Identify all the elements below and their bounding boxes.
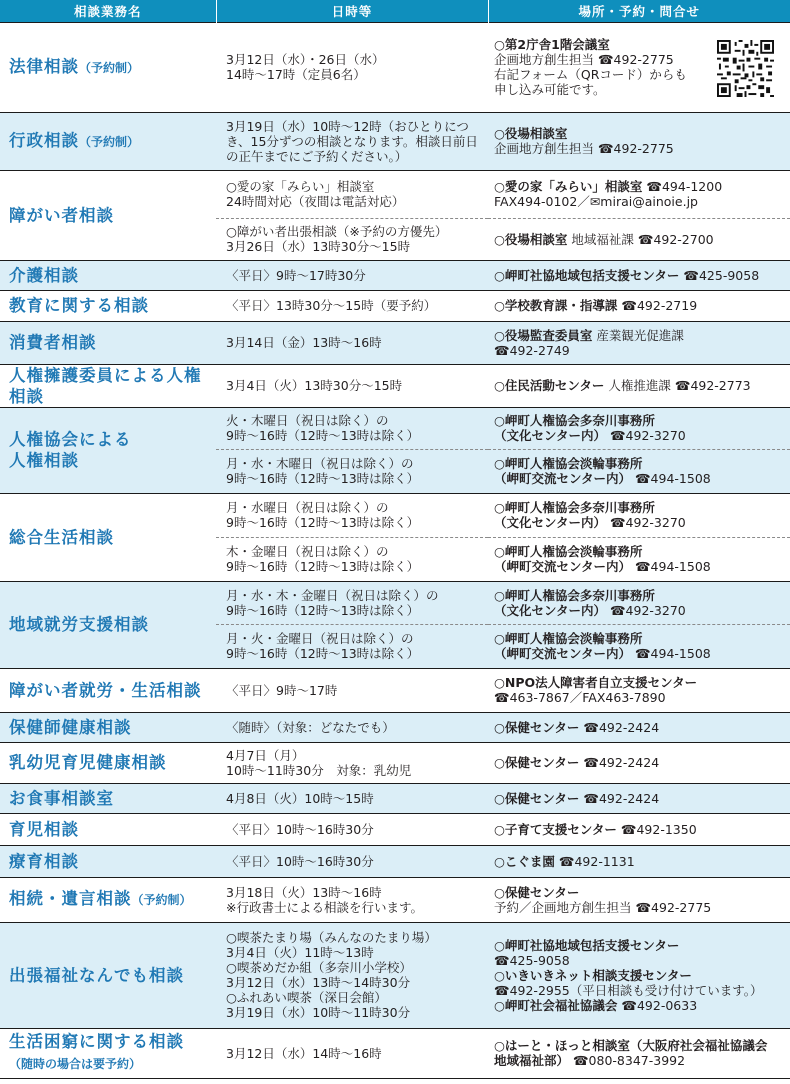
table-row — [0, 364, 790, 407]
place-contact: 右記フォーム（QRコード）からも — [494, 67, 687, 82]
datetime-line: ○愛の家「みらい」相談室 — [226, 179, 375, 194]
datetime-cell — [216, 813, 488, 845]
place-line — [494, 194, 786, 209]
datetime-line: 〈随時〉（対象：どなたでも） — [226, 719, 395, 735]
place-contact: ☎492-3270 — [606, 602, 686, 618]
place-name: ○住民活動センター — [494, 378, 605, 393]
datetime-line: ○喫茶めだか組（多奈川小学校） — [226, 960, 412, 975]
place-line — [494, 268, 786, 283]
service-name — [0, 742, 216, 783]
place-name: 地域福祉部） — [494, 1053, 570, 1068]
service-name — [0, 290, 216, 321]
table-row — [0, 112, 790, 170]
datetime-line: 3月12日（水）・26日（水） — [226, 52, 385, 67]
table-row — [0, 290, 790, 321]
place-cell — [488, 624, 790, 668]
place-contact: FAX494-0102／✉mirai@ainoie.jp — [494, 194, 698, 209]
datetime-line: 3月4日（火）11時～13時 — [226, 945, 374, 960]
service-name — [0, 668, 216, 712]
datetime-cell — [216, 922, 488, 1028]
service-name-text: 行政相談 — [9, 130, 79, 150]
place-line — [494, 588, 786, 603]
place-line — [494, 141, 786, 156]
table-row — [0, 877, 790, 922]
service-name — [0, 813, 216, 845]
place-contact: 人権推進課 ☎492-2773 — [604, 378, 751, 393]
datetime-line: 火・木曜日（祝日は除く）の — [226, 413, 389, 428]
place-name: ○こぐま園 — [494, 853, 555, 869]
place-name: ○岬町社協地域包括支援センター — [494, 267, 680, 283]
place-name: （岬町交流センター内） — [494, 646, 632, 661]
datetime-line: 3月26日（水）13時30分～15時 — [226, 239, 411, 254]
service-name-text: お食事相談室 — [9, 788, 114, 808]
service-name-text: 人権協会による — [9, 430, 132, 449]
datetime-cell — [216, 624, 488, 668]
place-line — [494, 900, 786, 915]
datetime-line: 9時～16時（12時～13時は除く） — [226, 602, 420, 618]
place-name: ○保健センター — [494, 719, 580, 735]
service-name-text: 消費者相談 — [9, 333, 97, 352]
datetime-cell — [216, 493, 488, 537]
datetime-line: 10時～11時30分 対象：乳幼児 — [226, 762, 412, 778]
place-line — [494, 690, 786, 705]
service-name — [0, 493, 216, 581]
place-line — [494, 720, 786, 735]
place-contact: ☎492-1350 — [616, 821, 697, 837]
service-name-text: 介護相談 — [9, 265, 79, 285]
place-name: ○第2庁舎1階会議室 — [494, 37, 610, 52]
table-row — [0, 407, 790, 449]
place-name: ○保健センター — [494, 755, 580, 770]
place-contact: 産業観光促進課 — [592, 327, 684, 343]
place-name: ○岬町社協地域包括支援センター — [494, 937, 680, 953]
place-line — [494, 1053, 786, 1068]
datetime-cell — [216, 742, 488, 783]
datetime-cell — [216, 668, 488, 712]
datetime-cell — [216, 877, 488, 922]
place-name: ○役場監査委員室 — [494, 327, 593, 343]
place-line — [494, 500, 786, 515]
table-row — [0, 493, 790, 537]
datetime-line: 木・金曜日（祝日は除く）の — [226, 544, 389, 559]
service-name — [0, 922, 216, 1028]
place-contact: ☎492-3270 — [606, 515, 686, 530]
service-name-text: 療育相談 — [9, 851, 79, 871]
service-name-text: 保健師健康相談 — [9, 717, 132, 737]
datetime-cell — [216, 449, 488, 493]
datetime-line: 月・水・木・金曜日（祝日は除く）の — [226, 587, 439, 603]
datetime-line: 9時～16時（12時～13時は除く） — [226, 646, 420, 661]
place-contact: ☎492-2719 — [617, 298, 698, 313]
place-name: ○岬町人権協会淡輪事務所 — [494, 456, 643, 471]
service-name-text: 出張福祉なんでも相談 — [9, 965, 184, 985]
place-line — [494, 791, 786, 806]
datetime-line: 〈平日〉10時～16時30分 — [226, 853, 374, 869]
service-name — [0, 407, 216, 493]
service-name — [0, 170, 216, 260]
place-line — [494, 998, 786, 1013]
table-row — [0, 783, 790, 813]
place-contact: 企画地方創生担当 ☎492-2775 — [494, 52, 674, 67]
reservation-note: （予約制） — [131, 893, 192, 907]
place-line — [494, 983, 786, 998]
place-cell — [488, 407, 790, 449]
datetime-line: 9時～16時（12時～13時は除く） — [226, 471, 420, 486]
service-name — [0, 22, 216, 112]
datetime-cell — [216, 290, 488, 321]
place-cell — [488, 783, 790, 813]
service-note: （随時の場合は要予約） — [9, 1057, 142, 1071]
place-line — [494, 328, 786, 343]
place-cell — [488, 321, 790, 364]
place-contact: 地域福祉課 ☎492-2700 — [567, 231, 714, 247]
place-contact: 予約／企画地方創生担当 ☎492-2775 — [494, 899, 712, 915]
place-name: ○岬町人権協会淡輪事務所 — [494, 544, 643, 559]
datetime-line: 3月18日（火）13時～16時 — [226, 884, 382, 900]
place-line — [494, 631, 786, 646]
place-name: （文化センター内） — [494, 515, 607, 530]
service-name — [0, 260, 216, 290]
place-line — [494, 343, 786, 358]
place-name: ○NPO法人障害者自立支援センター — [494, 675, 698, 690]
place-contact: ☎492-0633 — [617, 997, 698, 1013]
reservation-note: （予約制） — [79, 134, 140, 149]
place-contact: ☎494-1508 — [631, 646, 711, 661]
place-name: ○役場相談室 — [494, 126, 568, 141]
service-name-text: 相続・遺言相談 — [9, 889, 132, 908]
place-cell — [488, 845, 790, 877]
place-cell — [488, 218, 790, 260]
place-name: ○学校教育課・指導課 — [494, 298, 618, 313]
place-line — [494, 1038, 786, 1053]
place-cell — [488, 449, 790, 493]
place-name: ○岬町人権協会淡輪事務所 — [494, 631, 643, 646]
place-contact: ☎080-8347-3992 — [569, 1053, 686, 1068]
service-name — [0, 112, 216, 170]
reservation-note: （予約制） — [79, 60, 140, 75]
place-name: ○保健センター — [494, 790, 580, 806]
place-line — [494, 428, 786, 443]
table-row — [0, 922, 790, 1028]
datetime-cell — [216, 1028, 488, 1078]
datetime-line: 9時～16時（12時～13時は除く） — [226, 559, 420, 574]
datetime-cell — [216, 364, 488, 407]
service-name-text: 生活困窮に関する相談 — [9, 1032, 184, 1051]
place-name: ○子育て支援センター — [494, 821, 617, 837]
place-contact: ☎492-3270 — [606, 428, 686, 443]
table-row — [0, 581, 790, 624]
datetime-line: 24時間対応（夜間は電話対応） — [226, 194, 405, 209]
place-name: ○役場相談室 — [494, 231, 568, 247]
place-name: （岬町交流センター内） — [494, 559, 632, 574]
datetime-line: 月・水曜日（祝日は除く）の — [226, 500, 389, 515]
place-line — [494, 126, 786, 141]
datetime-cell — [216, 407, 488, 449]
datetime-line: 3月12日（水）14時～16時 — [226, 1045, 382, 1061]
table-row — [0, 22, 790, 112]
datetime-cell — [216, 783, 488, 813]
place-line — [494, 413, 786, 428]
service-name — [0, 712, 216, 742]
place-cell — [488, 581, 790, 624]
datetime-cell — [216, 22, 488, 112]
service-name-text: 育児相談 — [9, 819, 79, 839]
service-name-text2: 人権相談 — [9, 451, 79, 470]
datetime-cell — [216, 537, 488, 581]
place-contact: ☎492-2955（平日相談も受け付けています。） — [494, 982, 763, 998]
place-line — [494, 953, 786, 968]
table-row — [0, 712, 790, 742]
place-line — [494, 298, 786, 313]
place-line — [494, 646, 786, 661]
datetime-line: の正午までにご予約ください。） — [226, 148, 408, 164]
place-contact: ☎425-9058 — [494, 952, 570, 968]
place-contact: 企画地方創生担当 ☎492-2775 — [494, 141, 674, 156]
place-line — [494, 854, 786, 869]
table-row — [0, 1028, 790, 1078]
header-place: 場所・予約・問合せ — [488, 0, 790, 22]
place-cell — [488, 112, 790, 170]
place-line — [494, 885, 786, 900]
place-line — [494, 938, 786, 953]
place-line — [494, 755, 786, 770]
datetime-line: 月・火・金曜日（祝日は除く）の — [226, 631, 414, 646]
service-name-text: 地域就労支援相談 — [9, 615, 149, 634]
place-name: ○岬町人権協会多奈川事務所 — [494, 587, 655, 603]
place-line — [494, 968, 786, 983]
place-line — [494, 232, 786, 247]
service-name-text: 教育に関する相談 — [9, 296, 149, 315]
place-line — [494, 456, 786, 471]
table-row — [0, 813, 790, 845]
place-cell — [488, 260, 790, 290]
datetime-line: 4月8日（火）10時～15時 — [226, 790, 374, 806]
place-contact: ☎492-2424 — [579, 790, 660, 806]
datetime-line: 3月4日（火）13時30分～15時 — [226, 378, 403, 393]
place-line — [494, 559, 786, 574]
place-line — [494, 675, 786, 690]
place-name: （文化センター内） — [494, 602, 607, 618]
service-name — [0, 877, 216, 922]
datetime-cell — [216, 112, 488, 170]
datetime-cell — [216, 845, 488, 877]
place-cell — [488, 922, 790, 1028]
table-row — [0, 321, 790, 364]
service-name — [0, 581, 216, 668]
place-cell — [488, 170, 790, 218]
datetime-line: き、15分ずつの相談となります。相談日前日 — [226, 133, 478, 149]
datetime-cell — [216, 170, 488, 218]
datetime-line: 〈平日〉9時～17時 — [226, 682, 338, 698]
place-cell — [488, 742, 790, 783]
service-name — [0, 364, 216, 407]
place-name: ○いきいきネット相談支援センター — [494, 967, 692, 983]
datetime-line: 9時～16時（12時～13時は除く） — [226, 515, 420, 530]
table-row — [0, 742, 790, 783]
place-contact: ☎425-9058 — [679, 267, 760, 283]
service-name-text: 障がい者相談 — [9, 205, 114, 225]
datetime-line: ※行政書士による相談を行います。 — [226, 899, 423, 915]
header-service: 相談業務名 — [0, 0, 216, 22]
place-name: （文化センター内） — [494, 428, 607, 443]
place-line — [494, 515, 786, 530]
place-cell — [488, 877, 790, 922]
datetime-line: 9時～16時（12時～13時は除く） — [226, 428, 420, 443]
datetime-line: 3月14日（金）13時～16時 — [226, 335, 382, 350]
place-line — [494, 822, 786, 837]
datetime-cell — [216, 218, 488, 260]
place-cell — [488, 290, 790, 321]
header-datetime: 日時等 — [216, 0, 488, 22]
place-name: （岬町交流センター内） — [494, 471, 632, 486]
datetime-line: 月・水・木曜日（祝日は除く）の — [226, 456, 414, 471]
table-row — [0, 668, 790, 712]
place-contact: 申し込み可能です。 — [494, 82, 606, 97]
service-name-text: 総合生活相談 — [9, 527, 114, 547]
place-contact: ☎494-1508 — [631, 471, 711, 486]
place-name: ○岬町人権協会多奈川事務所 — [494, 413, 655, 428]
place-name: ○愛の家「みらい」相談室 — [494, 179, 643, 194]
service-name — [0, 783, 216, 813]
datetime-line: 3月12日（水）13時～14時30分 — [226, 975, 411, 990]
datetime-line: 3月19日（水）10時～11時30分 — [226, 1005, 411, 1020]
place-contact: ☎492-2424 — [579, 755, 660, 770]
table-row — [0, 845, 790, 877]
datetime-cell — [216, 581, 488, 624]
datetime-cell — [216, 712, 488, 742]
place-cell — [488, 668, 790, 712]
datetime-line: ○ふれあい喫茶（深日会館） — [226, 990, 387, 1005]
service-name-text: 人権擁護委員による人権相談 — [9, 365, 202, 406]
table-row — [0, 260, 790, 290]
datetime-line: 4月7日（月） — [226, 747, 305, 763]
place-line — [494, 471, 786, 486]
datetime-line: ○喫茶たまり場（みんなのたまり場） — [226, 930, 437, 945]
service-name — [0, 1028, 216, 1078]
datetime-line: 3月19日（水）10時～12時（おひとりにつ — [226, 118, 469, 134]
place-line — [494, 179, 786, 194]
service-name-text: 障がい者就労・生活相談 — [9, 680, 202, 700]
place-cell — [488, 364, 790, 407]
place-line — [494, 378, 786, 393]
place-name: ○はーと・ほっと相談室（大阪府社会福祉協議会 — [494, 1038, 768, 1053]
datetime-line: 〈平日〉13時30分～15時（要予約） — [226, 298, 437, 313]
place-line — [494, 544, 786, 559]
service-name-text: 法律相談 — [9, 56, 79, 76]
place-cell — [488, 712, 790, 742]
place-cell — [488, 537, 790, 581]
datetime-line: ○障がい者出張相談（※予約の方優先） — [226, 224, 448, 239]
service-name — [0, 845, 216, 877]
table-header — [0, 0, 790, 22]
service-name-text: 乳幼児育児健康相談 — [9, 753, 167, 772]
datetime-line: 〈平日〉10時～16時30分 — [226, 821, 374, 837]
place-name: ○保健センター — [494, 884, 580, 900]
qr-code-icon[interactable] — [717, 40, 774, 97]
place-cell — [488, 493, 790, 537]
table-row — [0, 170, 790, 218]
datetime-cell — [216, 321, 488, 364]
place-line — [494, 603, 786, 618]
place-contact: ☎494-1200 — [642, 179, 723, 194]
place-cell — [488, 813, 790, 845]
place-name: ○岬町人権協会多奈川事務所 — [494, 500, 655, 515]
datetime-line: 〈平日〉9時～17時30分 — [226, 267, 366, 283]
place-contact: ☎494-1508 — [631, 559, 711, 574]
service-name — [0, 321, 216, 364]
place-cell — [488, 1028, 790, 1078]
datetime-cell — [216, 260, 488, 290]
datetime-line: 14時～17時（定員6名） — [226, 67, 366, 82]
place-contact: ☎492-1131 — [554, 853, 635, 869]
place-contact: ☎463-7867／FAX463-7890 — [494, 690, 666, 705]
place-contact: ☎492-2749 — [494, 342, 570, 358]
place-name: ○岬町社会福祉協議会 — [494, 997, 618, 1013]
place-contact: ☎492-2424 — [579, 719, 660, 735]
